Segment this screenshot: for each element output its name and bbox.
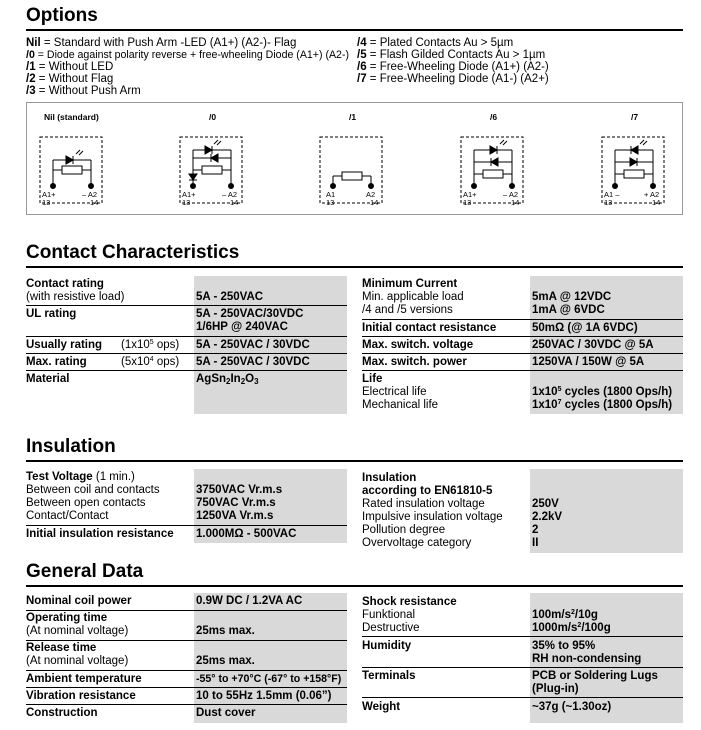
construction-label: Construction <box>26 707 98 719</box>
contact-left-sep-2 <box>26 336 347 337</box>
option-7: /7 = Free-Wheeling Diode (A1-) (A2+) <box>357 73 549 85</box>
diagram-6-a1-label: A1+ <box>463 190 477 199</box>
init-res-value: 50mΩ (@ 1A 6VDC) <box>532 322 638 334</box>
contact-contact-label: Contact/Contact <box>26 510 109 522</box>
contact-title: Contact Characteristics <box>26 242 240 263</box>
weight-value: ~37g (~1.30oz) <box>532 701 612 713</box>
diagram-6-n2-label: 14 <box>511 198 520 207</box>
material-value: $AgSn_2In_2O_3$ <box>196 373 259 386</box>
funktional-label: Funktional <box>362 609 416 621</box>
life-label: Life <box>362 373 383 385</box>
humidity-label: Humidity <box>362 640 412 652</box>
diagram-7-a2-label: + A2 <box>644 190 660 199</box>
diagram-title-6: /6 <box>490 112 498 122</box>
diagram-nil-n2-label: 14 <box>90 198 99 207</box>
vibration-value: 10 to 55Hz 1.5mm (0.06”) <box>196 690 332 702</box>
mechanical-life-label: Mechanical life <box>362 399 439 411</box>
min-current-label: Minimum Current <box>362 278 458 290</box>
option-2: /2 = Without Flag <box>26 73 114 85</box>
electrical-life-label: Electrical life <box>362 386 427 398</box>
general-rule <box>26 585 683 587</box>
contact-rating-label: Contact rating <box>26 278 104 290</box>
contact-right-sep-1 <box>362 319 683 320</box>
coil-contacts-value: 3750VAC Vr.m.s <box>196 484 283 496</box>
max-pow-value: 1250VA / 150W @ 5A <box>532 356 645 368</box>
ul-rating-label: UL rating <box>26 308 77 320</box>
rated-ins-label: Rated insulation voltage <box>362 498 485 510</box>
humidity-value-2: RH non-condensing <box>532 653 642 665</box>
max-rating-ops: ($5x10^4$ ops) <box>121 356 180 368</box>
overvoltage-label: Overvoltage category <box>362 537 472 549</box>
min-45-value: 1mA @ 6VDC <box>532 304 605 316</box>
operating-time-label: Operating time <box>26 612 108 624</box>
open-contacts-label: Between open contacts <box>26 497 146 509</box>
usual-rating-value: 5A - 250VAC / 30VDC <box>196 339 310 351</box>
general-title: General Data <box>26 561 144 582</box>
general-left-sep-2 <box>26 640 347 641</box>
option-5: /5 = Flash Gilded Contacts Au > 1µm <box>357 49 546 61</box>
diagram-0-n1-label: 13 <box>182 198 191 207</box>
option-nil: Nil = Standard with Push Arm -LED (A1+) (A2-)- Flag <box>26 37 297 49</box>
diagram-nil-a2-label: – A2 <box>82 190 98 199</box>
overvoltage-value: II <box>532 537 539 549</box>
diagram-7-n2-label: 14 <box>652 198 661 207</box>
diagram-nil-a1-label: A1+ <box>42 190 56 199</box>
option-3: /3 = Without Push Arm <box>26 85 141 97</box>
terminals-value-1: PCB or Soldering Lugs <box>532 670 658 682</box>
terminals-value-2: (Plug-in) <box>532 683 579 695</box>
coil-contacts-label: Between coil and contacts <box>26 484 160 496</box>
release-time-value: 25ms max. <box>196 655 255 667</box>
insulation-title: Insulation <box>26 436 116 457</box>
min-load-label: Min. applicable load <box>362 291 464 303</box>
contact-right-sep-3 <box>362 353 683 354</box>
diagram-0-a2-label: – A2 <box>222 190 238 199</box>
vibration-label: Vibration resistance <box>26 690 136 702</box>
diagram-title-7: /7 <box>631 112 639 122</box>
init-insulation-value: 1.000MΩ - 500VAC <box>196 528 297 540</box>
release-time-label: Release time <box>26 642 97 654</box>
contact-left-sep-4 <box>26 370 347 371</box>
general-left-sep-5 <box>26 704 347 705</box>
impulsive-ins-label: Impulsive insulation voltage <box>362 511 503 523</box>
diagram-1-n2-label: 14 <box>370 198 379 207</box>
shock-label: Shock resistance <box>362 596 457 608</box>
ul-rating-value-1: 5A - 250VAC/30VDC <box>196 308 304 320</box>
max-rating-value: 5A - 250VAC / 30VDC <box>196 356 310 368</box>
contact-contact-value: 1250VA Vr.m.s <box>196 510 274 522</box>
open-contacts-value: 750VAC Vr.m.s <box>196 497 276 509</box>
init-insulation-label: Initial insulation resistance <box>26 528 174 540</box>
insulation-std-label: Insulation <box>362 472 417 484</box>
usual-rating-label: Usually rating <box>26 339 103 351</box>
option-0: /0 = Diode against polarity reverse + free-wheeling Diode (A1+) (A2-) <box>26 49 349 61</box>
operating-time-value: 25ms max. <box>196 625 255 637</box>
rated-ins-value: 250V <box>532 498 559 510</box>
insulation-rule <box>26 460 683 462</box>
material-label: Material <box>26 373 70 385</box>
general-left-sep-1 <box>26 610 347 611</box>
max-volt-label: Max. switch. voltage <box>362 339 474 351</box>
option-6: /6 = Free-Wheeling Diode (A1+) (A2-) <box>357 61 549 73</box>
max-volt-value: 250VAC / 30VDC @ 5A <box>532 339 654 351</box>
diagram-7-n1-label: 13 <box>604 198 613 207</box>
electrical-life-value: $1x10^5$ cycles (1800 Ops/h) <box>532 386 673 398</box>
insulation-left-sep <box>26 525 347 526</box>
min-45-label: /4 and /5 versions <box>362 304 453 316</box>
option-4: /4 = Plated Contacts Au > 5µm <box>357 37 514 49</box>
funktional-value: $100m/s^2/10g$ <box>532 609 598 621</box>
diagram-title-1: /1 <box>349 112 357 122</box>
operating-time-sub: (At nominal voltage) <box>26 625 129 637</box>
usual-rating-ops: ($1x10^5$ ops) <box>121 339 180 351</box>
weight-label: Weight <box>362 701 401 713</box>
wiring-diagrams-svg <box>0 0 701 230</box>
diagram-7-a1-label: A1 – <box>604 190 620 199</box>
diagram-6-a2-label: – A2 <box>503 190 519 199</box>
contact-rule <box>26 266 683 268</box>
max-rating-label: Max. rating <box>26 356 87 368</box>
min-load-value: 5mA @ 12VDC <box>532 291 612 303</box>
impulsive-ins-value: 2.2kV <box>532 511 563 523</box>
pollution-value: 2 <box>532 524 539 536</box>
diagram-1-n1-label: 13 <box>326 198 335 207</box>
coil-power-value: 0.9W DC / 1.2VA AC <box>196 595 303 607</box>
max-pow-label: Max. switch. power <box>362 356 467 368</box>
general-left-sep-3 <box>26 670 347 671</box>
general-right-sep-2 <box>362 667 683 668</box>
general-right-sep-1 <box>362 636 683 637</box>
contact-right-sep-4 <box>362 370 683 371</box>
release-time-sub: (At nominal voltage) <box>26 655 129 667</box>
test-voltage-label: Test Voltage (1 min.) <box>26 471 135 483</box>
contact-right-sep-2 <box>362 336 683 337</box>
ambient-temp-label: Ambient temperature <box>26 673 142 685</box>
options-title: Options <box>26 5 98 26</box>
diagram-title-0: /0 <box>209 112 217 122</box>
diagram-title-nil: Nil (standard) <box>44 112 99 122</box>
diagram-0-n2-label: 14 <box>230 198 239 207</box>
general-right-sep-3 <box>362 697 683 698</box>
insulation-std-name: according to EN61810-5 <box>362 485 493 497</box>
diagram-1-a2-label: A2 <box>366 190 376 199</box>
diagram-1-a1-label: A1 <box>326 190 336 199</box>
contact-rating-value: 5A - 250VAC <box>196 291 264 303</box>
coil-power-label: Nominal coil power <box>26 595 132 607</box>
contact-left-sep-1 <box>26 305 347 306</box>
humidity-value-1: 35% to 95% <box>532 640 596 652</box>
general-left-sep-4 <box>26 687 347 688</box>
option-1: /1 = Without LED <box>26 61 114 73</box>
diagram-0-a1-label: A1+ <box>182 190 196 199</box>
mechanical-life-value: $1x10^7$ cycles (1800 Ops/h) <box>532 399 673 411</box>
diagram-nil-n1-label: 13 <box>42 198 51 207</box>
ambient-temp-value: -55° to +70°C (-67° to +158°F) <box>196 673 342 685</box>
contact-left-sep-3 <box>26 353 347 354</box>
destructive-value: $1000m/s^2/100g$ <box>532 622 611 634</box>
diagram-6-n1-label: 13 <box>463 198 472 207</box>
terminals-label: Terminals <box>362 670 416 682</box>
construction-value: Dust cover <box>196 707 256 719</box>
contact-rating-sub: (with resistive load) <box>26 291 125 303</box>
ul-rating-value-2: 1/6HP @ 240VAC <box>196 321 288 333</box>
destructive-label: Destructive <box>362 622 420 634</box>
init-res-label: Initial contact resistance <box>362 322 497 334</box>
pollution-label: Pollution degree <box>362 524 446 536</box>
